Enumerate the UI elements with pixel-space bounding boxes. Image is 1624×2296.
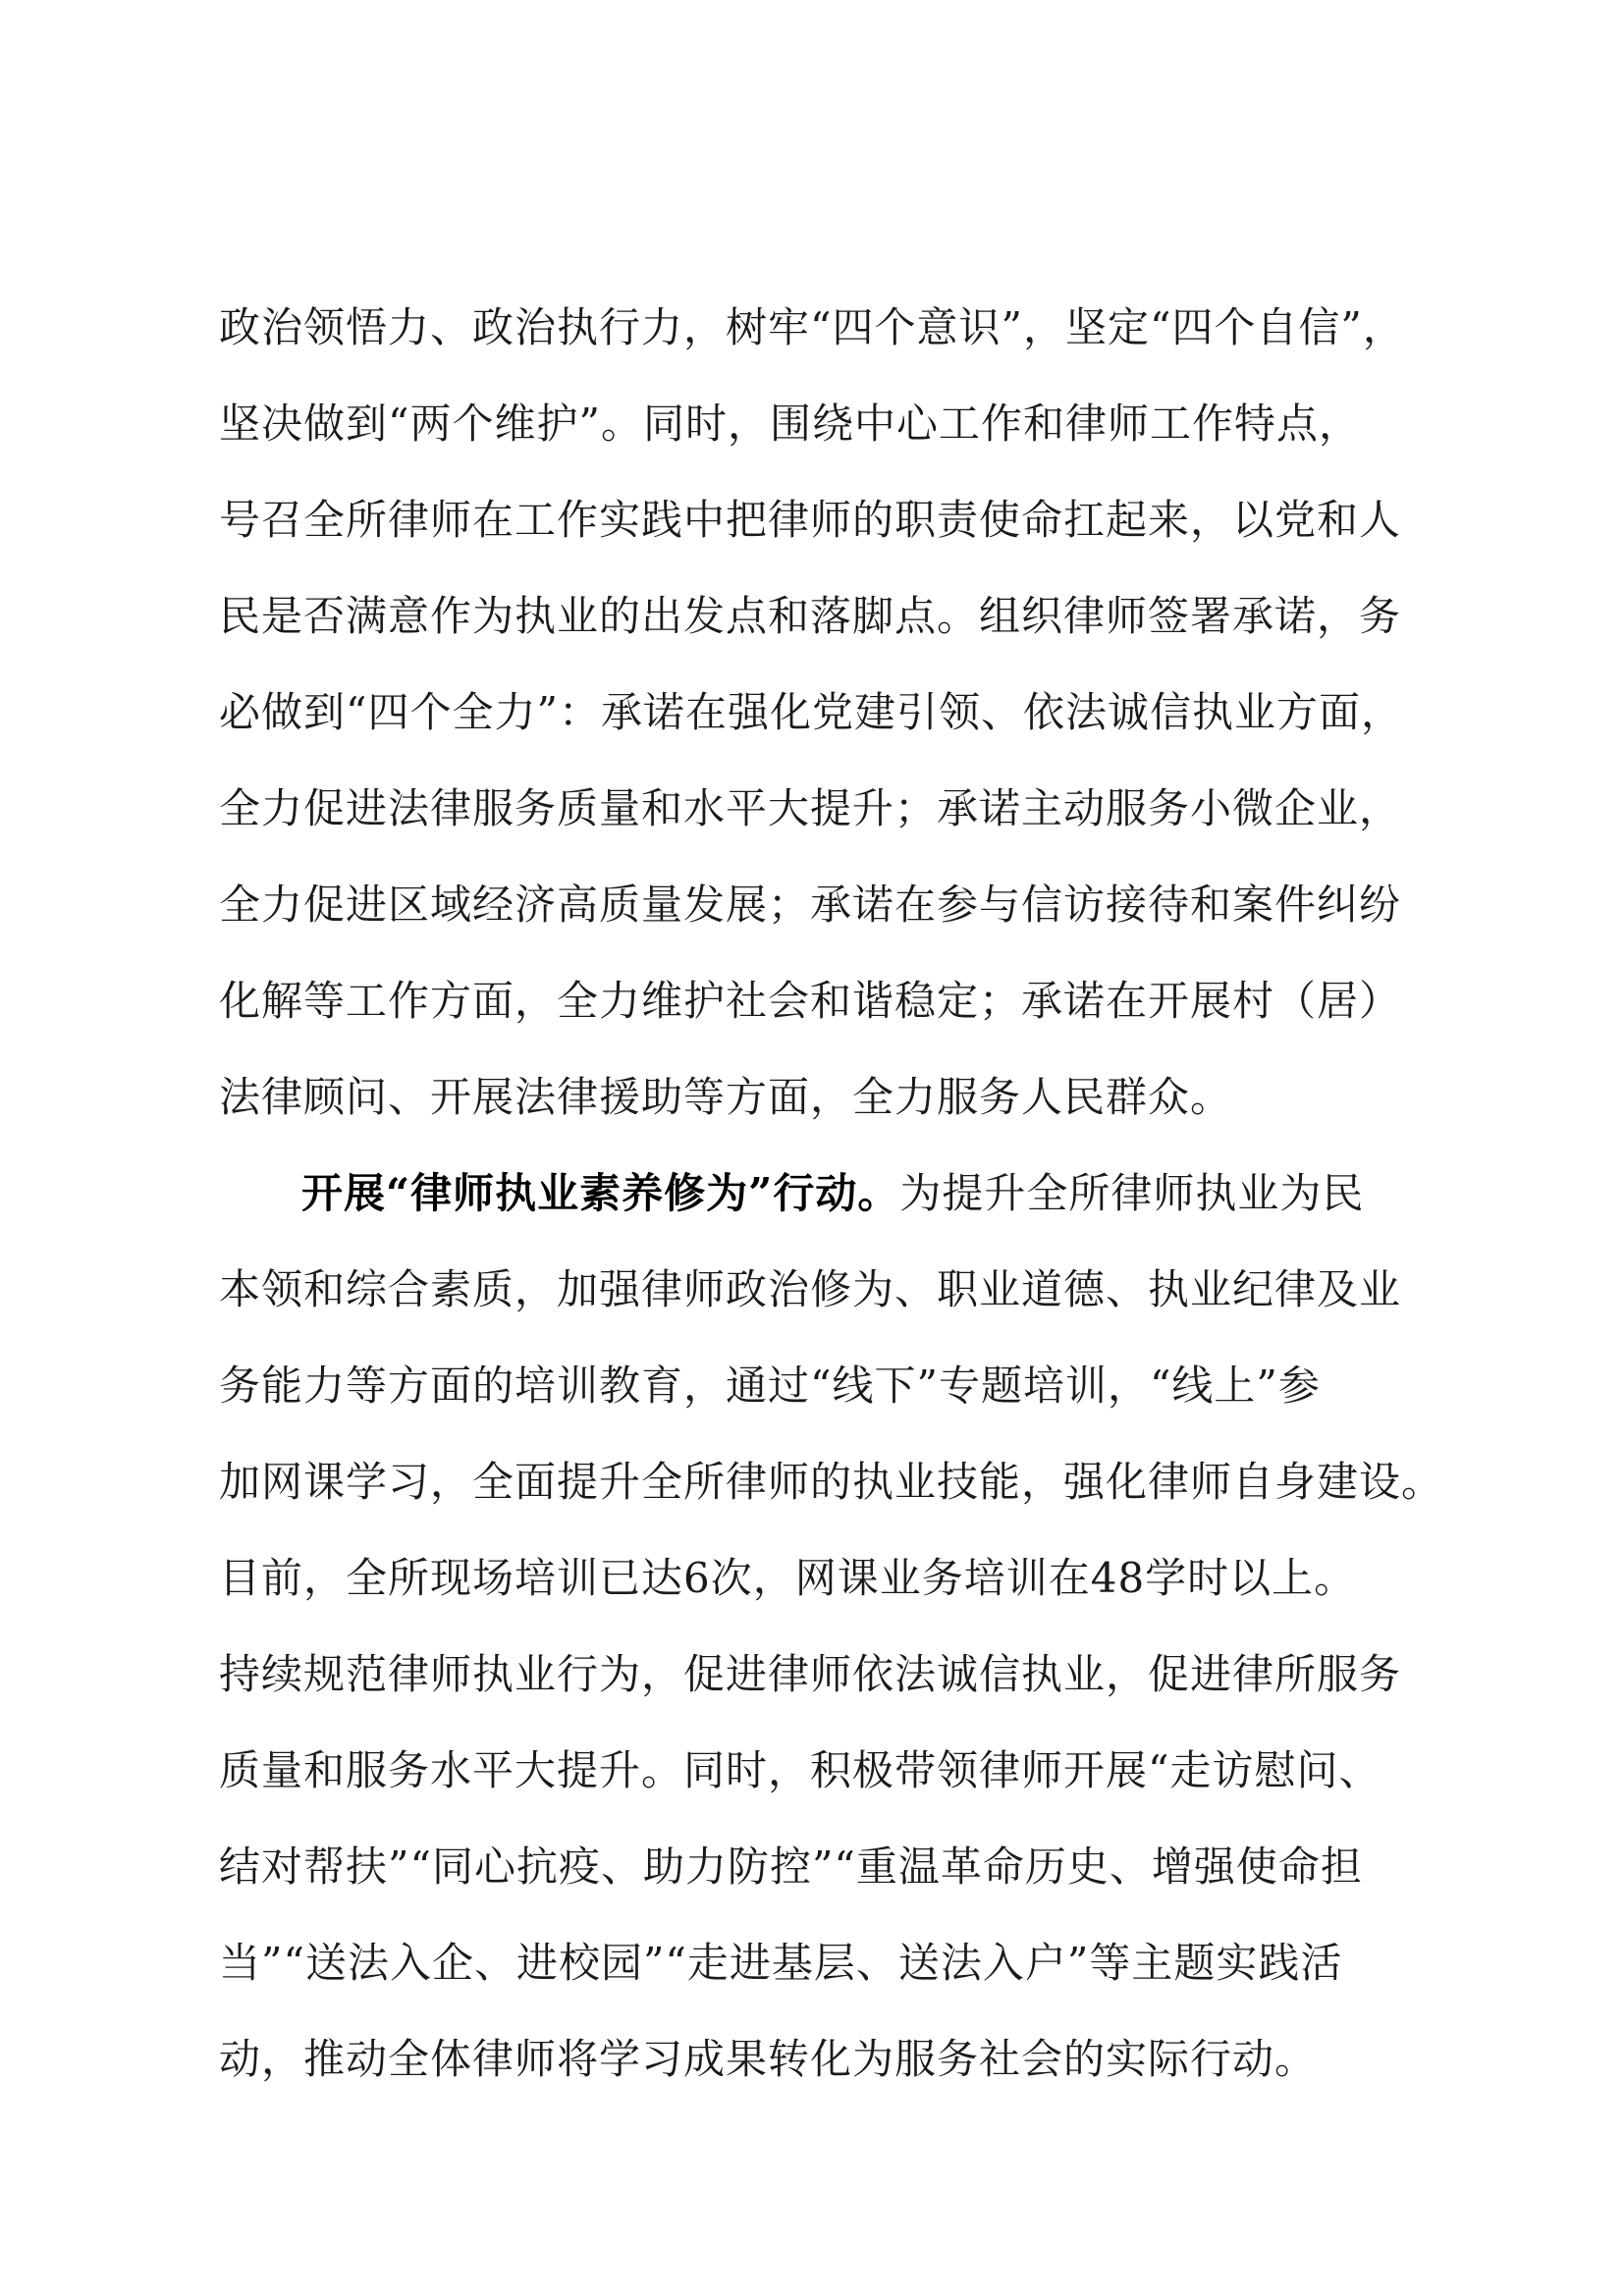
paragraph-2-line-3: 务能力等方面的培训教育，通过“线下”专题培训，“线上”参 xyxy=(219,1362,1321,1410)
paragraph-2-line-6: 持续规范律师执业行为，促进律师依法诚信执业，促进律所服务 xyxy=(219,1650,1402,1698)
paragraph-1-line-5: 必做到“四个全力”：承诺在强化党建引领、依法诚信执业方面， xyxy=(219,688,1403,736)
paragraph-1-line-7: 全力促进区域经济高质量发展；承诺在参与信访接待和案件纠纷 xyxy=(219,881,1402,929)
paragraph-1-line-8: 化解等工作方面，全力维护社会和谐稳定；承诺在开展村（居） xyxy=(219,977,1402,1025)
paragraph-1-line-4: 民是否满意作为执业的出发点和落脚点。组织律师签署承诺，务 xyxy=(219,592,1402,640)
paragraph-1-line-3: 号召全所律师在工作实践中把律师的职责使命扛起来，以党和人 xyxy=(219,496,1402,544)
paragraph-2-line-7: 质量和服务水平大提升。同时，积极带领律师开展“走访慰问、 xyxy=(219,1746,1381,1794)
paragraph-2-first-line-rest: 为提升全所律师执业为民 xyxy=(899,1169,1365,1217)
paragraph-1-line-1: 政治领悟力、政治执行力，树牢“四个意识”，坚定“四个自信”， xyxy=(219,303,1405,351)
paragraph-2-line-2: 本领和综合素质，加强律师政治修为、职业道德、执业纪律及业 xyxy=(219,1265,1402,1313)
paragraph-2-line-10: 动，推动全体律师将学习成果转化为服务社会的实际行动。 xyxy=(219,2035,1318,2083)
paragraph-1-line-9: 法律顾问、开展法律援助等方面，全力服务人民群众。 xyxy=(219,1073,1233,1121)
paragraph-2-line-9: 当”“送法入企、进校园”“走进基层、送法入户”等主题实践活 xyxy=(219,1939,1343,1987)
paragraph-2-line-1 xyxy=(301,1161,1364,1226)
paragraph-2-heading: 开展“律师执业素养修为”行动。 xyxy=(301,1169,900,1217)
paragraph-2-line-8: 结对帮扶”“同心抗疫、助力防控”“重温革命历史、增强使命担 xyxy=(219,1842,1363,1891)
paragraph-1-line-6: 全力促进法律服务质量和水平大提升；承诺主动服务小微企业， xyxy=(219,784,1402,832)
paragraph-2-line-5: 目前，全所现场培训已达6次，网课业务培训在48学时以上。 xyxy=(219,1554,1357,1602)
paragraph-1-line-2: 坚决做到“两个维护”。同时，围绕中心工作和律师工作特点， xyxy=(219,400,1361,448)
paragraph-2-line-4: 加网课学习，全面提升全所律师的执业技能，强化律师自身建设。 xyxy=(219,1458,1444,1506)
